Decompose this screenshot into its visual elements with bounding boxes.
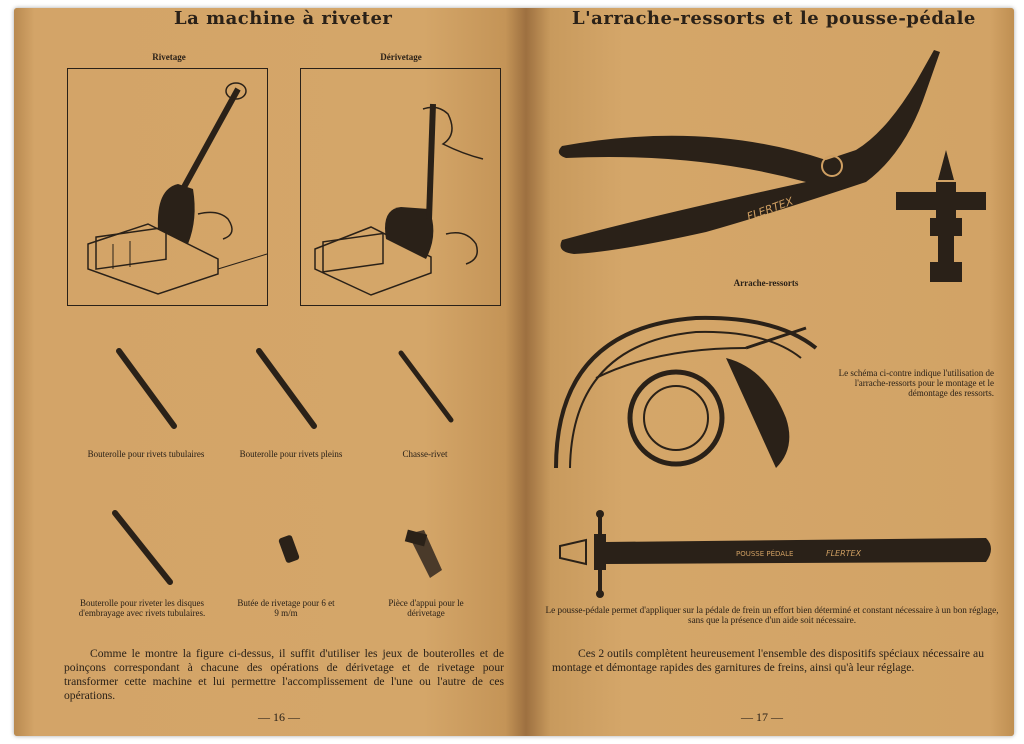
tool-label-5: Butée de rivetage pour 6 et 9 m/m <box>237 598 335 618</box>
body-paragraph: Comme le montre la figure ci-dessus, il suffit d'utiliser les jeux de bouterolles et de poinçons correspondant à chacune des opérations de dérivetage et de rivetage pour transformer cette machine et lui permettre l'accomplissement de l'une ou l'autre de ces opérations. <box>64 647 504 702</box>
tool-label-6: Pièce d'appui pour le dérivetage <box>388 598 464 618</box>
page-17 <box>526 8 1014 736</box>
page-title: La machine à riveter <box>174 8 393 29</box>
page-16 <box>14 8 526 736</box>
arrache-ressorts-label: Arrache-ressorts <box>733 278 799 288</box>
pousse-pedale-illustration <box>546 508 1006 598</box>
piece-appui-illustration <box>402 526 448 582</box>
figure-derivetage <box>300 68 501 306</box>
pousse-pedale-brand: FLERTEX <box>826 549 862 558</box>
figure-rivetage <box>67 68 268 306</box>
bouterolle-tubulaires-illustration <box>114 346 184 436</box>
tool-label-3: Chasse-rivet <box>402 449 448 459</box>
pousse-pedale-caption: Le pousse-pédale permet d'appliquer sur la pédale de frein un effort bien déterminé et constant nécessaire à un bon réglage, sans que la présence d'un aide soit nécessaire. <box>545 605 999 625</box>
tool-label-4: Bouterolle pour riveter les disques d'embrayage avec rivets tubulaires. <box>78 598 206 618</box>
brake-schema-illustration <box>546 308 836 478</box>
chasse-rivet-illustration <box>396 348 466 428</box>
tool-label-1: Bouterolle pour rivets tubulaires <box>87 449 205 459</box>
pliers-brand-text: FLERTEX <box>745 194 795 224</box>
booklet-spread <box>14 8 1014 736</box>
page-number: — 17 — <box>741 710 783 724</box>
tool-label-2: Bouterolle pour rivets pleins <box>239 449 343 459</box>
bouterolle-pleins-illustration <box>254 346 324 436</box>
butee-rivetage-illustration <box>276 532 306 568</box>
figure-label-rivetage: Rivetage <box>152 52 186 62</box>
page-title: L'arrache-ressorts et le pousse-pédale <box>572 8 976 29</box>
riveting-machine-illustration <box>68 69 267 305</box>
page-number: — 16 — <box>258 710 300 724</box>
derivetage-machine-illustration <box>301 69 500 305</box>
pousse-pedale-text: POUSSE PÉDALE <box>736 550 794 558</box>
body-paragraph: Ces 2 outils complètent heureusement l'ensemble des dispositifs spéciaux nécessaire au montage et démontage rapides des garnitures de freins, ainsi qu'à leur réglage. <box>552 647 984 674</box>
schema-caption: Le schéma ci-contre indique l'utilisation de l'arrache-ressorts pour le montage et le démontage des ressorts. <box>838 368 994 398</box>
figure-label-derivetage: Dérivetage <box>380 52 422 62</box>
bouterolle-disques-illustration <box>110 508 180 588</box>
arrache-ressorts-illustration <box>526 42 1014 282</box>
